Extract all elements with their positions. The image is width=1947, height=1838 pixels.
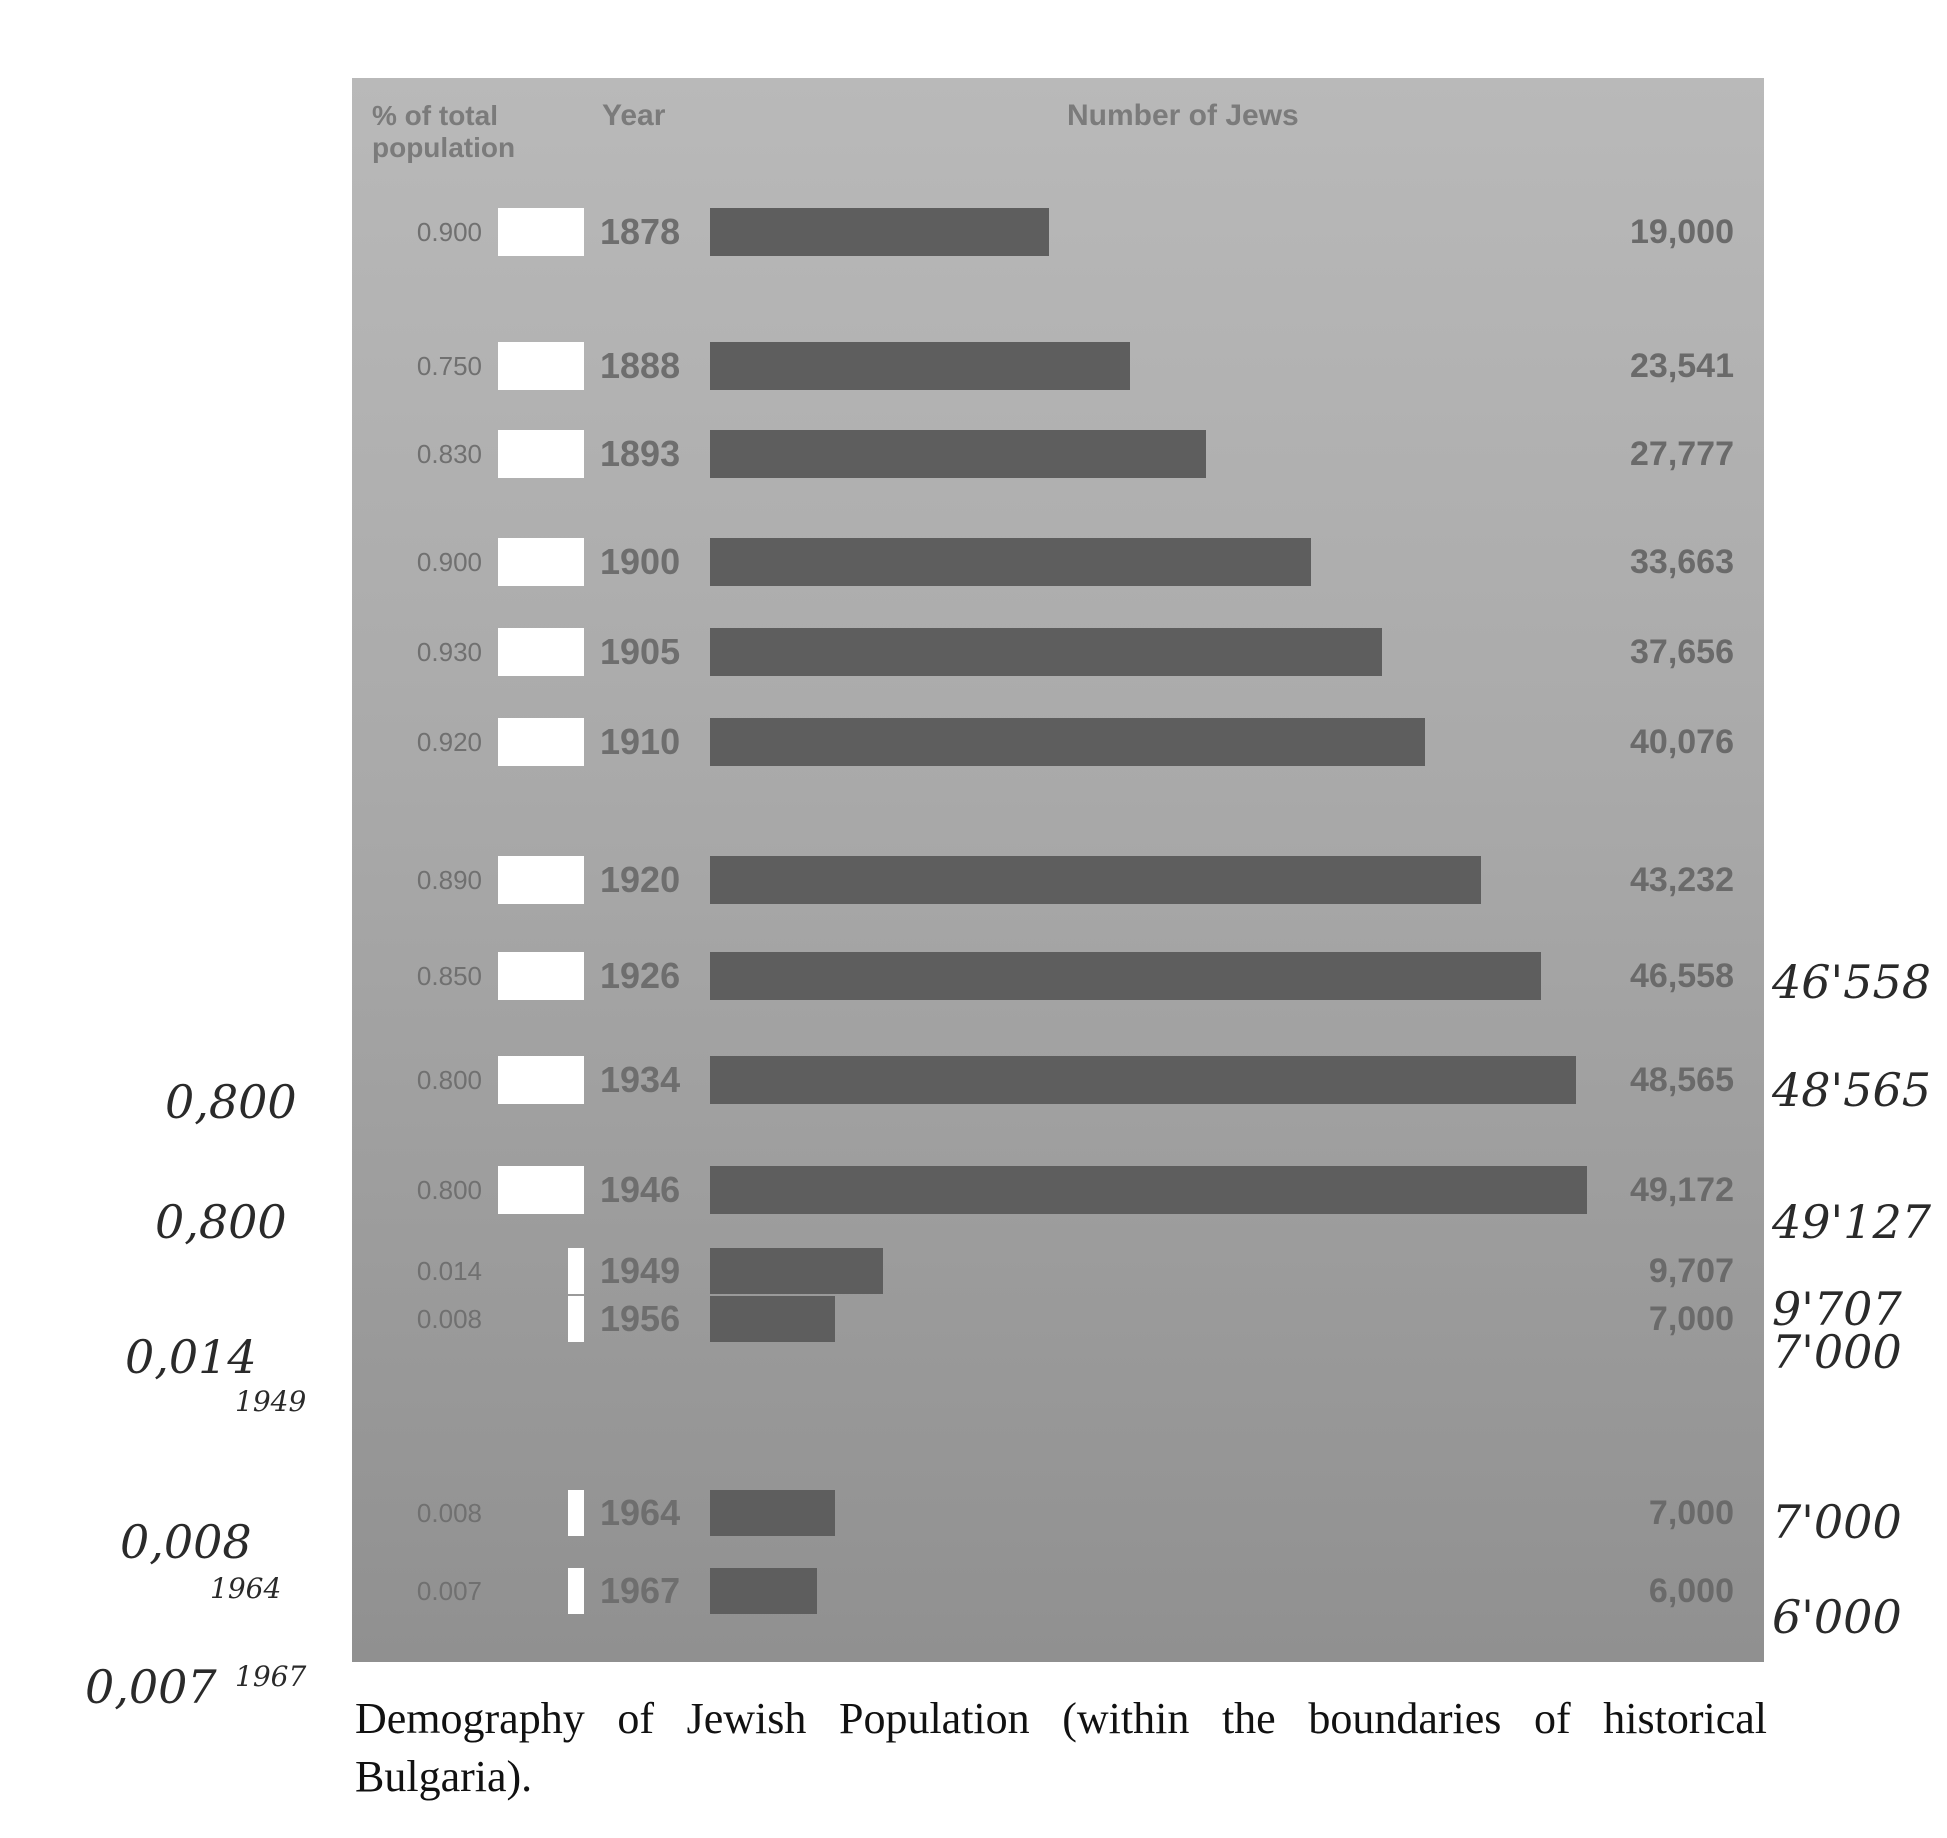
value-label: 43,232	[1630, 861, 1734, 899]
pct-label: 0.008	[416, 1304, 482, 1334]
pct-label: 0.750	[416, 351, 482, 381]
pct-indicator	[568, 1568, 584, 1614]
year-label: 1934	[600, 1059, 681, 1100]
pct-indicator	[498, 1056, 584, 1104]
pct-indicator	[498, 628, 584, 676]
bar	[710, 1568, 817, 1614]
pct-label: 0.850	[416, 961, 482, 991]
bar	[710, 538, 1311, 586]
handwritten-note-left: 0,007	[85, 1660, 217, 1714]
handwritten-note-right: 9'707	[1772, 1282, 1902, 1336]
handwritten-note-left-year: 1949	[235, 1385, 307, 1418]
handwritten-note-left: 0,008	[120, 1515, 252, 1569]
pct-indicator	[498, 718, 584, 766]
handwritten-note-left: 0,800	[165, 1075, 297, 1129]
value-label: 7,000	[1648, 1494, 1734, 1532]
year-label: 1920	[600, 859, 681, 900]
pct-indicator	[498, 208, 584, 256]
bar-row	[352, 1490, 1764, 1536]
bar	[710, 1166, 1587, 1214]
value-label: 27,777	[1630, 435, 1734, 473]
pct-label: 0.930	[416, 637, 482, 667]
header-percent: % of total population	[372, 100, 516, 163]
year-label: 1910	[600, 721, 681, 762]
pct-indicator	[498, 952, 584, 1000]
year-label: 1900	[600, 541, 681, 582]
bar	[710, 430, 1206, 478]
bar	[710, 1056, 1576, 1104]
value-label: 19,000	[1630, 213, 1734, 251]
bar	[710, 952, 1541, 1000]
bar-row	[352, 1568, 1764, 1614]
pct-indicator	[568, 1248, 584, 1294]
year-label: 1964	[600, 1492, 681, 1533]
bar-row	[352, 1166, 1764, 1214]
bar-row	[352, 1248, 1764, 1294]
value-label: 46,558	[1630, 957, 1734, 995]
value-label: 48,565	[1630, 1061, 1734, 1099]
value-label: 7,000	[1648, 1300, 1734, 1338]
bar-row	[352, 1296, 1764, 1342]
bar	[710, 342, 1130, 390]
year-label: 1967	[600, 1570, 681, 1611]
value-label: 6,000	[1648, 1572, 1734, 1610]
handwritten-note-left: 0,014	[125, 1330, 257, 1384]
handwritten-note-left-year: 1964	[210, 1572, 282, 1605]
handwritten-note-right: 46'558	[1772, 955, 1931, 1009]
figure-caption: Demography of Jewish Population (within the boundaries of historical Bulgaria).	[355, 1694, 1767, 1801]
year-label: 1888	[600, 345, 681, 386]
bar-row	[352, 856, 1764, 904]
handwritten-note-right: 49'127	[1772, 1195, 1931, 1249]
bar	[710, 208, 1049, 256]
pct-indicator	[568, 1490, 584, 1536]
value-label: 33,663	[1630, 543, 1734, 581]
pct-indicator	[568, 1296, 584, 1342]
year-label: 1905	[600, 631, 681, 672]
chart-panel	[352, 78, 1764, 1662]
pct-label: 0.890	[416, 865, 482, 895]
year-label: 1946	[600, 1169, 681, 1210]
handwritten-note-left: 0,800	[155, 1195, 287, 1249]
pct-label: 0.007	[416, 1576, 482, 1606]
bar	[710, 1490, 835, 1536]
value-label: 40,076	[1630, 723, 1734, 761]
handwritten-note-right: 7'000	[1772, 1495, 1902, 1549]
handwritten-note-left-year: 1967	[235, 1660, 307, 1693]
bar-row	[352, 628, 1764, 676]
handwritten-note-right: 6'000	[1772, 1590, 1902, 1644]
bar-row	[352, 718, 1764, 766]
bar-row	[352, 952, 1764, 1000]
handwritten-note-right: 7'000	[1772, 1325, 1902, 1379]
handwritten-note-right: 48'565	[1772, 1063, 1931, 1117]
pct-indicator	[498, 1166, 584, 1214]
bar-row	[352, 208, 1764, 256]
year-label: 1893	[600, 433, 681, 474]
pct-label: 0.008	[416, 1498, 482, 1528]
pct-indicator	[498, 856, 584, 904]
pct-label: 0.830	[416, 439, 482, 469]
value-label: 23,541	[1630, 347, 1734, 385]
bar-row	[352, 430, 1764, 478]
pct-indicator	[498, 342, 584, 390]
pct-label: 0.800	[416, 1065, 482, 1095]
bar	[710, 718, 1425, 766]
pct-indicator	[498, 430, 584, 478]
bar	[710, 856, 1481, 904]
bar	[710, 1296, 835, 1342]
header-year: Year	[602, 99, 666, 132]
pct-indicator	[498, 538, 584, 586]
pct-label: 0.800	[416, 1175, 482, 1205]
value-label: 49,172	[1630, 1171, 1734, 1209]
bar-row	[352, 342, 1764, 390]
year-label: 1949	[600, 1250, 681, 1291]
year-label: 1878	[600, 211, 681, 252]
bar	[710, 1248, 883, 1294]
year-label: 1956	[600, 1298, 681, 1339]
bar	[710, 628, 1382, 676]
year-label: 1926	[600, 955, 681, 996]
bar-row	[352, 538, 1764, 586]
pct-label: 0.900	[416, 547, 482, 577]
bar-row	[352, 1056, 1764, 1104]
value-label: 37,656	[1630, 633, 1734, 671]
pct-label: 0.920	[416, 727, 482, 757]
value-label: 9,707	[1648, 1252, 1734, 1290]
header-number: Number of Jews	[1067, 99, 1299, 132]
pct-label: 0.014	[416, 1256, 482, 1286]
pct-label: 0.900	[416, 217, 482, 247]
